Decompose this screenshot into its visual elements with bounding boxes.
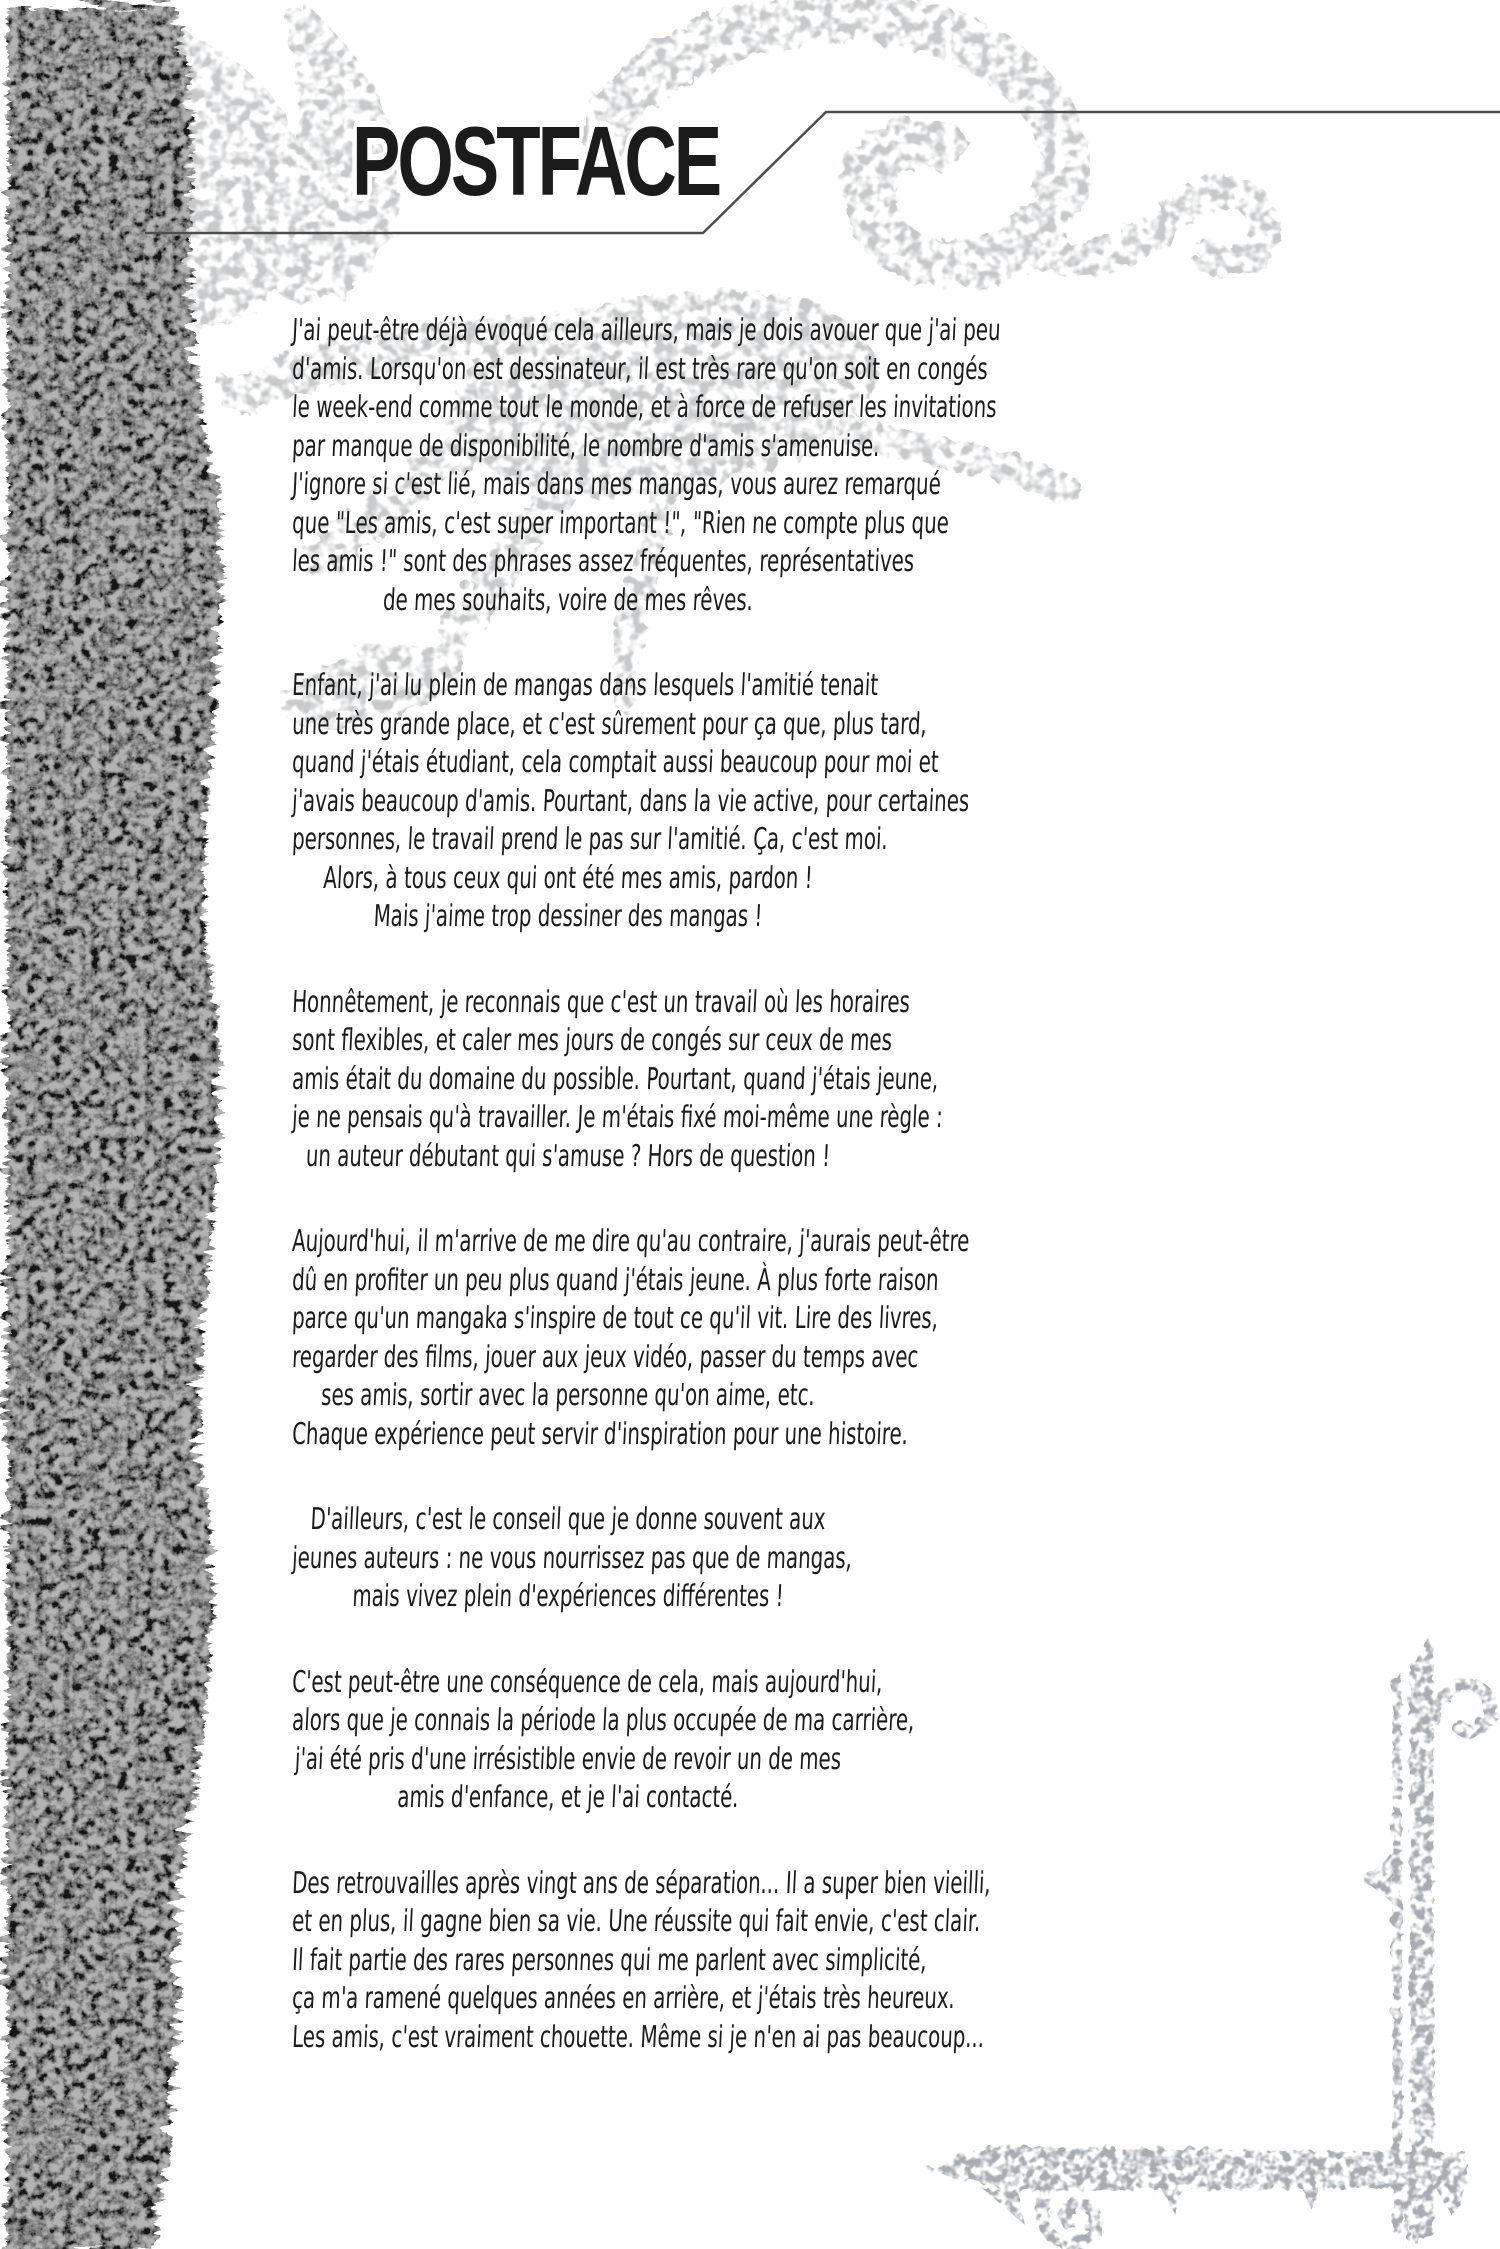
text-line: les amis !" sont des phrases assez fréquentes, représentatives [291,544,915,579]
text-line: amis d'enfance, et je l'ai contacté. [396,1780,740,1815]
text-line: ça m'a ramené quelques années en arrière, et j'étais très heureux. [291,1981,956,2016]
text-line: Les amis, c'est vraiment chouette. Même si je n'en ai pas beaucoup... [291,2019,986,2055]
text-line: Des retrouvailles après vingt ans de séparation... Il a super bien vieilli, [291,1865,992,1901]
text-line: et en plus, il gagne bien sa vie. Une réussite qui fait envie, c'est clair. [291,1904,982,1939]
text-line: dû en profiter un peu plus quand j'étais jeune. À plus forte raison [291,1262,940,1298]
text-line: d'amis. Lorsqu'on est dessinateur, il est très rare qu'on soit en congés [291,351,989,387]
text-line: par manque de disponibilité, le nombre d'amis s'amenuise. [291,428,881,464]
paragraph [291,984,944,1177]
text-line: j'ai été pris d'une irrésistible envie de revoir un de mes [294,1741,842,1777]
text-line: le week-end comme tout le monde, et à force de refuser les invitations [291,390,998,425]
paragraph [291,1664,916,1818]
text-line: alors que je connais la période la plus occupée de ma carrière, [291,1703,916,1738]
text-line: Enfant, j'ai lu plein de mangas dans lesquels l'amitié tenait [291,668,879,703]
text-line: un auteur débutant qui s'amuse ? Hors de question ! [305,1138,831,1174]
corner-arrow-ornament [922,1636,1488,2248]
text-line: Aujourd'hui, il m'arrive de me dire qu'au contraire, j'aurais peut-être [291,1224,971,1259]
text-line: Mais j'aime trop dessiner des mangas ! [372,899,764,934]
paragraph [291,1865,992,2058]
text-line: J'ai peut-être déjà évoqué cela ailleurs, mais je dois avouer que j'ai peu [291,313,1002,348]
text-line: sont flexibles, et caler mes jours de congés sur ceux de mes [291,1023,893,1058]
text-line: personnes, le travail prend le pas sur l'amitié. Ça, c'est moi. [291,822,889,857]
text-line: regarder des films, jouer aux jeux vidéo, passer du temps avec [291,1339,920,1375]
text-line: que "Les amis, c'est super important !", "Rien ne compte plus que [291,505,950,541]
text-line: parce qu'un mangaka s'inspire de tout ce qu'il vit. Lire des livres, [291,1301,939,1336]
text-line: je ne pensais qu'à travailler. Je m'étais fixé moi-même une règle : [291,1100,944,1135]
text-line: Honnêtement, je reconnais que c'est un travail où les horaires [291,984,911,1020]
text-line: j'avais beaucoup d'amis. Pourtant, dans la vie active, pour certaines [291,783,971,819]
text-line: quand j'étais étudiant, cela comptait aussi beaucoup pour moi et [291,745,940,780]
text-line: jeunes auteurs : ne vous nourrissez pas que de mangas, [291,1540,853,1576]
postface-text [150,312,1002,2057]
text-line: amis était du domaine du possible. Pourtant, quand j'étais jeune, [291,1061,940,1097]
text-line: Alors, à tous ceux qui ont été mes amis, pardon ! [322,860,814,896]
text-line: C'est peut-être une conséquence de cela, mais aujourd'hui, [291,1664,884,1700]
text-line: une très grande place, et c'est sûrement pour ça que, plus tard, [291,706,928,742]
page-title: POSTFACE [352,106,720,216]
text-line: de mes souhaits, voire de mes rêves. [382,582,754,618]
paragraph [291,1223,971,1454]
text-line: Chaque expérience peut servir d'inspiration pour une histoire. [291,1416,909,1452]
paragraph [291,1501,853,1617]
text-line: D'ailleurs, c'est le conseil que je donne souvent aux [309,1502,827,1537]
paragraph [291,312,1002,620]
text-line: ses amis, sortir avec la personne qu'on aime, etc. [320,1378,816,1413]
text-line: mais vivez plein d'expériences différentes ! [351,1579,785,1614]
text-line: Il fait partie des rares personnes qui me parlent avec simplicité, [291,1942,928,1978]
paragraph [291,667,971,937]
text-line: J'ignore si c'est lié, mais dans mes mangas, vous aurez remarqué [291,467,942,502]
